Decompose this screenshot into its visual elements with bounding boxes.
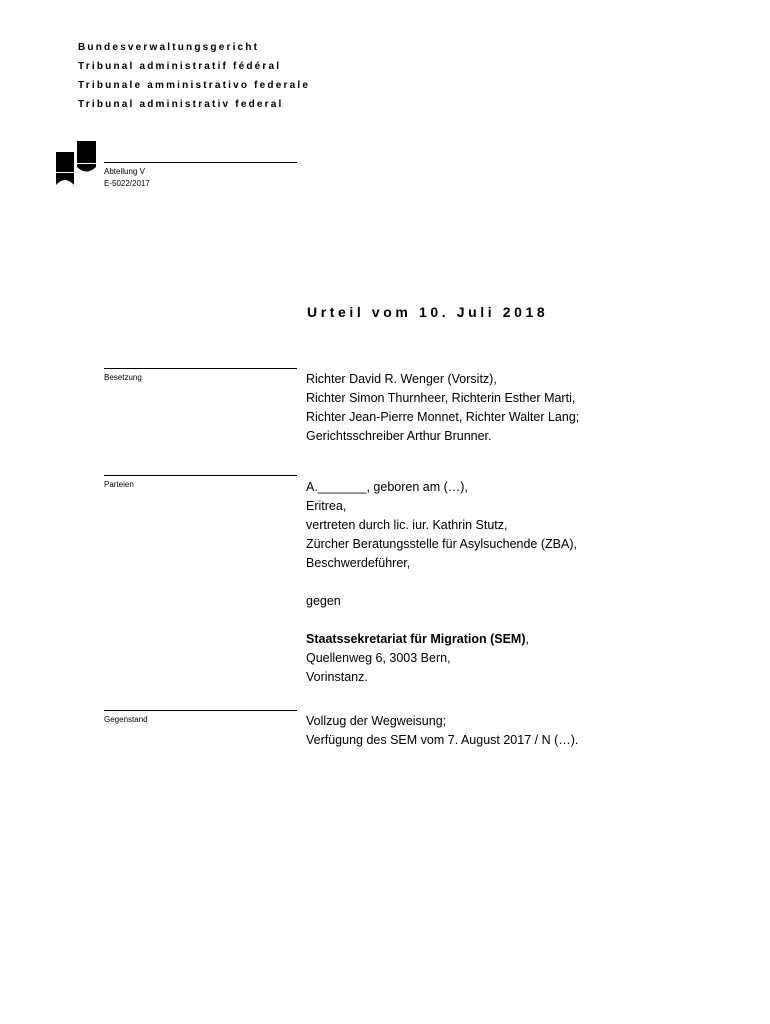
gegenstand-line: Vollzug der Wegweisung; <box>306 714 447 728</box>
court-name-de: Bundesverwaltungsgericht <box>78 42 260 53</box>
section-rule-gegenstand <box>104 710 297 711</box>
court-emblem-icon <box>55 141 97 185</box>
respondent-line <box>306 630 577 649</box>
section-label-gegenstand: Gegenstand <box>104 715 148 724</box>
court-name-rm: Tribunal administrativ federal <box>78 99 284 110</box>
gegenstand-content <box>306 712 578 750</box>
section-rule-parteien <box>104 475 297 476</box>
parteien-content <box>306 478 577 687</box>
respondent-suffix: , <box>525 632 529 646</box>
court-name-it: Tribunale amministrativo federale <box>78 80 311 91</box>
division-label: Abteilung V <box>104 167 145 176</box>
section-label-besetzung: Besetzung <box>104 373 142 382</box>
parteien-line: A._______, geboren am (…), <box>306 480 468 494</box>
court-names <box>78 38 310 114</box>
header-rule <box>104 162 297 163</box>
besetzung-line: Richter Jean-Pierre Monnet, Richter Walter Lang; <box>306 410 580 424</box>
section-rule-besetzung <box>104 368 297 369</box>
case-number: E-5022/2017 <box>104 179 150 188</box>
besetzung-line: Gerichtsschreiber Arthur Brunner. <box>306 429 492 443</box>
respondent-name: Staatssekretariat für Migration (SEM) <box>306 632 526 646</box>
gegenstand-line: Verfügung des SEM vom 7. August 2017 / N (…). <box>306 733 579 747</box>
gegen-text: gegen <box>306 594 341 608</box>
besetzung-content <box>306 370 579 446</box>
court-name-fr: Tribunal administratif fédéral <box>78 61 282 72</box>
besetzung-line: Richter Simon Thurnheer, Richterin Esther Marti, <box>306 391 576 405</box>
judgment-title: Urteil vom 10. Juli 2018 <box>307 304 549 320</box>
parteien-line: Zürcher Beratungsstelle für Asylsuchende (ZBA), <box>306 537 577 551</box>
spacer <box>306 611 577 630</box>
spacer <box>306 573 577 592</box>
parteien-line: vertreten durch lic. iur. Kathrin Stutz, <box>306 518 508 532</box>
parteien-line: Eritrea, <box>306 499 347 513</box>
besetzung-line: Richter David R. Wenger (Vorsitz), <box>306 372 497 386</box>
respondent-role: Vorinstanz. <box>306 670 368 684</box>
parteien-line: Beschwerdeführer, <box>306 556 411 570</box>
section-label-parteien: Parteien <box>104 480 134 489</box>
respondent-address: Quellenweg 6, 3003 Bern, <box>306 651 451 665</box>
